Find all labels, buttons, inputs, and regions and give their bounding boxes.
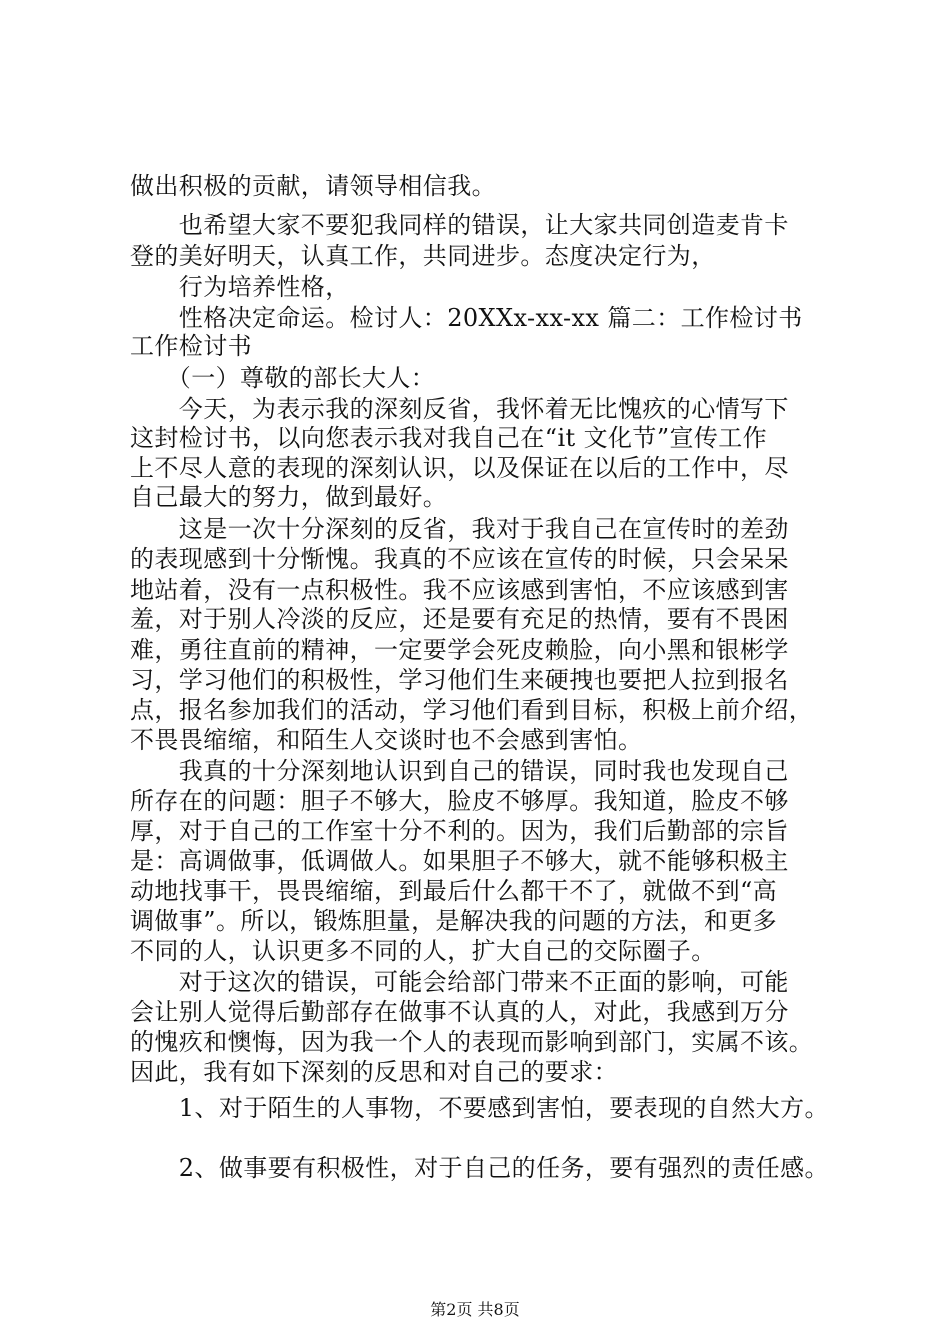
text-line: 上不尽人意的表现的深刻认识，以及保证在以后的工作中，尽 (130, 454, 789, 482)
text-line: 羞，对于别人冷淡的反应，还是要有充足的热情，要有不畏困 (130, 605, 789, 633)
text-line: 不畏畏缩缩，和陌生人交谈时也不会感到害怕。 (130, 726, 643, 754)
text-line: 的表现感到十分惭愧。我真的不应该在宣传的时候，只会呆呆 (130, 545, 789, 573)
text-line: 调做事”。所以，锻炼胆量，是解决我的问题的方法，和更多 (130, 907, 778, 935)
text-line: 对于这次的错误，可能会给部门带来不正面的影响，可能 (130, 968, 789, 996)
text-line: 登的美好明天，认真工作，共同进步。态度决定行为， (130, 242, 716, 270)
text-line: 的愧疚和懊悔，因为我一个人的表现而影响到部门，实属不该。 (130, 1028, 814, 1056)
text-line: 今天，为表示我的深刻反省，我怀着无比愧疚的心情写下 (130, 395, 789, 423)
text-line: 也希望大家不要犯我同样的错误，让大家共同创造麦肯卡 (130, 211, 789, 239)
text-line: 自己最大的努力，做到最好。 (130, 483, 448, 511)
text-line: 点，报名参加我们的活动，学习他们看到目标，积极上前介绍， (130, 696, 814, 724)
page-footer: 第2页 共8页 (430, 1300, 520, 1319)
text-line: 这封检讨书，以向您表示我对我自己在“it 文化节”宣传工作 (130, 424, 768, 452)
text-line: （一）尊敬的部长大人： (130, 364, 436, 392)
text-line: 我真的十分深刻地认识到自己的错误，同时我也发现自己 (130, 757, 789, 785)
text-line: 动地找事干，畏畏缩缩，到最后什么都干不了，就做不到“高 (130, 877, 778, 905)
text-line: 所存在的问题：胆子不够大，脸皮不够厚。我知道，脸皮不够 (130, 787, 789, 815)
text-line: 难，勇往直前的精神，一定要学会死皮赖脸，向小黑和银彬学 (130, 636, 789, 664)
text-line: 2、做事要有积极性，对于自己的任务，要有强烈的责任感。 (130, 1154, 829, 1182)
text-line: 是：高调做事，低调做人。如果胆子不够大，就不能够积极主 (130, 847, 789, 875)
text-line: 1、对于陌生的人事物，不要感到害怕，要表现的自然大方。 (130, 1094, 829, 1122)
text-line: 做出积极的贡献，请领导相信我。 (130, 172, 496, 200)
text-line: 性格决定命运。检讨人：20XXx-xx-xx 篇二：工作检讨书 (130, 304, 803, 332)
text-line: 不同的人，认识更多不同的人，扩大自己的交际圈子。 (130, 937, 716, 965)
text-line: 因此，我有如下深刻的反思和对自己的要求： (130, 1058, 618, 1086)
text-line: 工作检讨书 (130, 332, 252, 360)
text-line: 地站着，没有一点积极性。我不应该感到害怕，不应该感到害 (130, 576, 789, 604)
text-line: 习，学习他们的积极性，学习他们生来硬拽也要把人拉到报名 (130, 666, 789, 694)
text-line: 行为培养性格， (130, 273, 350, 301)
text-line: 这是一次十分深刻的反省，我对于我自己在宣传时的差劲 (130, 515, 789, 543)
text-line: 厚，对于自己的工作室十分不利的。因为，我们后勤部的宗旨 (130, 817, 789, 845)
text-line: 会让别人觉得后勤部存在做事不认真的人，对此，我感到万分 (130, 998, 789, 1026)
